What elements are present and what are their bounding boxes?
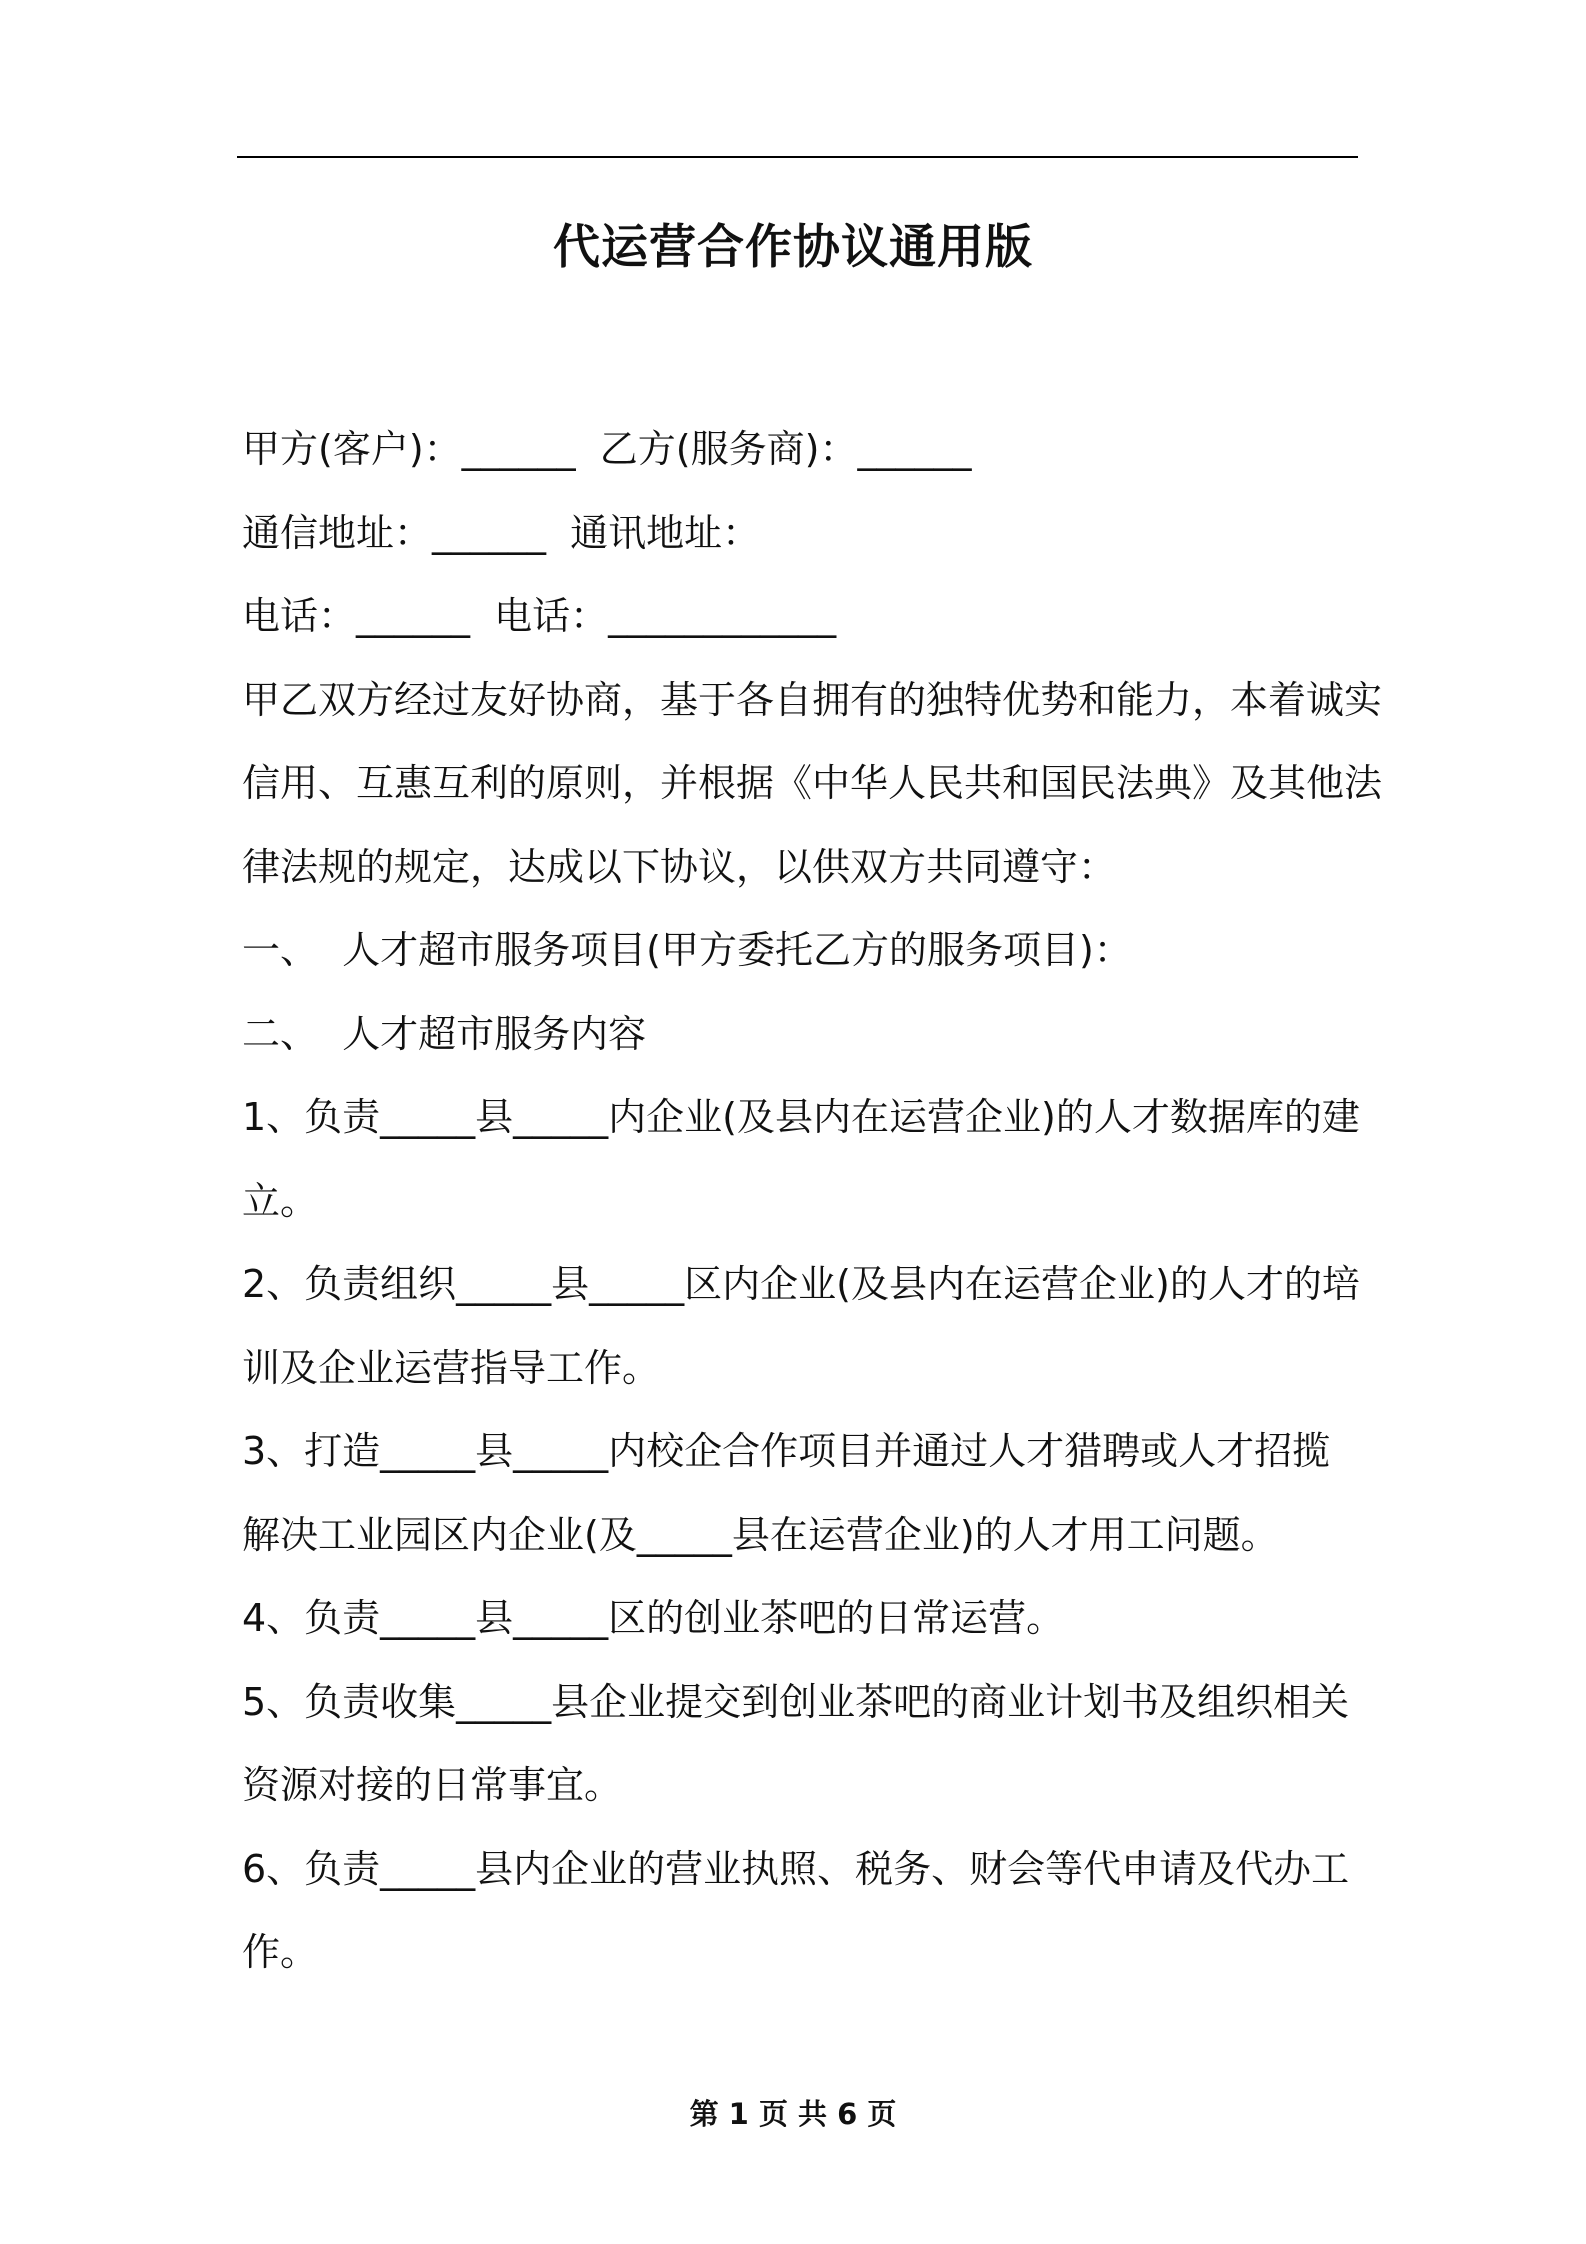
clause-5-line-1: 5、负责收集_____县企业提交到创业茶吧的商业计划书及组织相关 xyxy=(242,1679,1350,1724)
section-heading-1: 一、 人才超市服务项目(甲方委托乙方的服务项目)： xyxy=(242,928,1132,972)
header-rule xyxy=(237,156,1358,158)
document-title: 代运营合作协议通用版 xyxy=(553,220,1033,275)
preamble-line-3: 律法规的规定，达成以下协议，以供双方共同遵守： xyxy=(242,844,1117,889)
clause-3-line-1: 3、打造_____县_____内校企合作项目并通过人才猎聘或人才招揽 xyxy=(242,1429,1331,1473)
address-line: 通信地址：______ 通讯地址： xyxy=(242,510,761,555)
clause-5-line-2: 资源对接的日常事宜。 xyxy=(242,1763,623,1807)
clause-6-line-2: 作。 xyxy=(242,1930,319,1974)
party-a-b-line: 甲方(客户)：______ 乙方(服务商)：______ xyxy=(242,427,972,471)
document-body xyxy=(242,408,1383,1995)
phone-line: 电话：______ 电话：____________ xyxy=(242,594,837,638)
section-heading-2: 二、 人才超市服务内容 xyxy=(242,1011,647,1056)
clause-2-line-1: 2、负责组织_____县_____区内企业(及县内在运营企业)的人才的培 xyxy=(242,1262,1360,1306)
page-number-footer: 第 1 页 共 6 页 xyxy=(689,2097,897,2131)
preamble-line-1: 甲乙双方经过友好协商，基于各自拥有的独特优势和能力，本着诚实 xyxy=(242,677,1383,722)
clause-3-line-2: 解决工业园区内企业(及_____县在运营企业)的人才用工问题。 xyxy=(242,1512,1279,1557)
preamble-line-2: 信用、互惠互利的原则，并根据《中华人民共和国民法典》及其他法 xyxy=(242,761,1383,805)
clause-4-line-1: 4、负责_____县_____区的创业茶吧的日常运营。 xyxy=(242,1596,1065,1640)
clause-1-line-2: 立。 xyxy=(242,1178,319,1223)
clause-2-line-2: 训及企业运营指导工作。 xyxy=(242,1345,661,1390)
clause-1-line-1: 1、负责_____县_____内企业(及县内在运营企业)的人才数据库的建 xyxy=(242,1095,1360,1139)
clause-6-line-1: 6、负责_____县内企业的营业执照、税务、财会等代申请及代办工 xyxy=(242,1846,1350,1891)
